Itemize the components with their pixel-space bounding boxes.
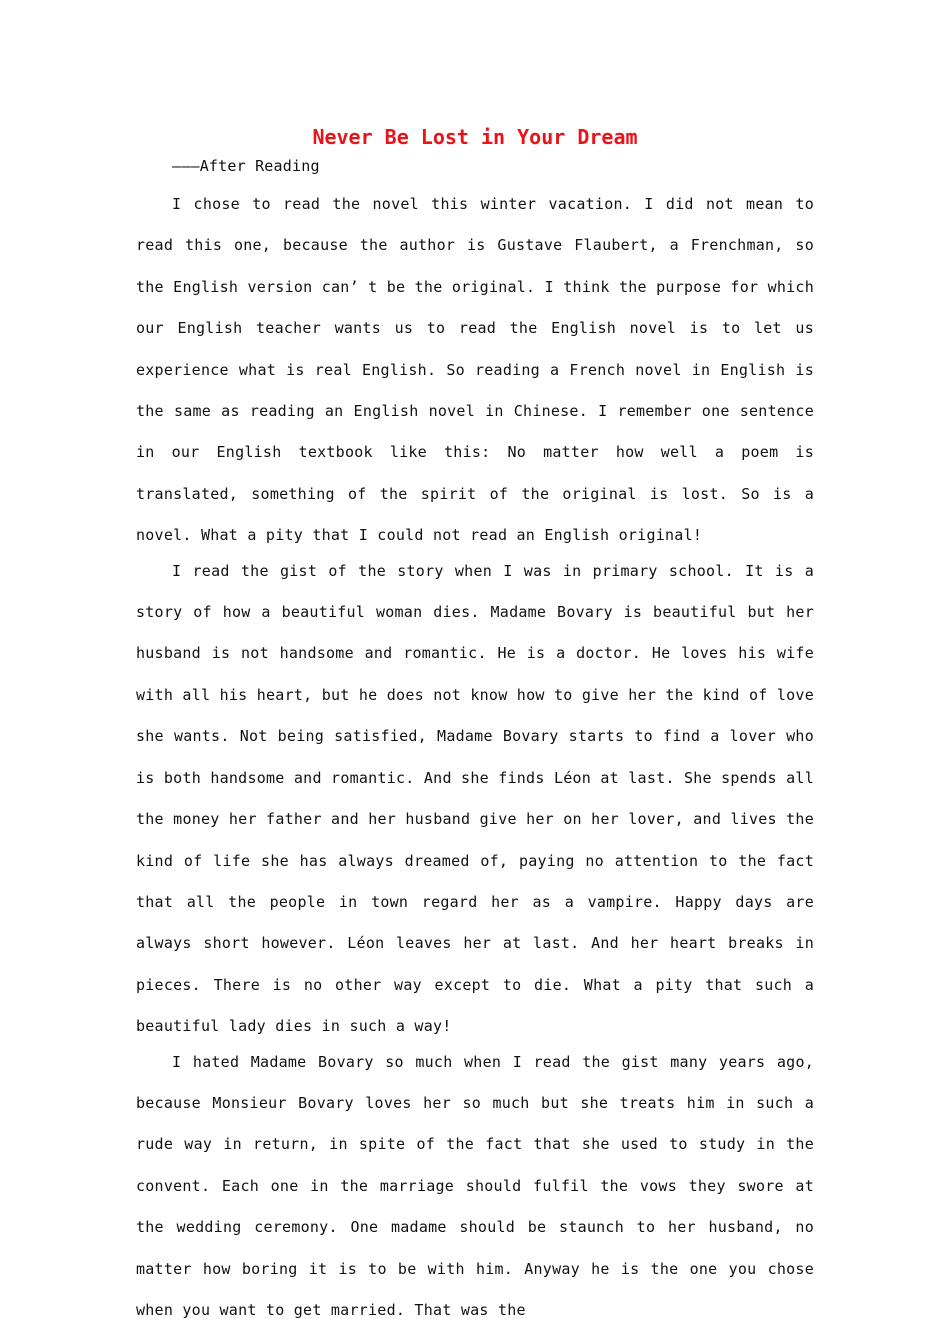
paragraph-3: I hated Madame Bovary so much when I read the gist many years ago, because Monsieur Bovary loves her so much but she treats him in such a rude way in return, in spite of the fact that she used to study in the convent. Each one in the marriage should fulfil the vows they swore at the wedding ceremony. One madame should be staunch to her husband, no matter how boring it is to be with him. Anyway he is the one you chose when you want to get married. That was the	[136, 1052, 814, 1319]
document-page	[136, 120, 814, 1331]
paragraph-1: I chose to read the novel this winter vacation. I did not mean to read this one, because the author is Gustave Flaubert, a Frenchman, so the English version can’ t be the original. I think the purpose for which our English teacher wants us to read the English novel is to let us experience what is real English. So reading a French novel in English is the same as reading an English novel in Chinese. I remember one sentence in our English textbook like this: No matter how well a poem is translated, something of the spirit of the original is lost. So is a novel. What a pity that I could not read an English original!	[136, 195, 814, 545]
paragraph-2: I read the gist of the story when I was in primary school. It is a story of how a beautiful woman dies. Madame Bovary is beautiful but her husband is not handsome and romantic. He is a doctor. He loves his wife with all his heart, but he does not know how to give her the kind of love she wants. Not being satisfied, Madame Bovary starts to find a lover who is both handsome and romantic. And she finds Léon at last. She spends all the money her father and her husband give her on her lover, and lives the kind of life she has always dreamed of, paying no attention to the fact that all the people in town regard her as a vampire. Happy days are always short however. Léon leaves her at last. And her heart breaks in pieces. There is no other way except to die. What a pity that such a beautiful lady dies in such a way!	[136, 561, 814, 1036]
document-title: Never Be Lost in Your Dream	[312, 125, 638, 149]
document-subtitle: ———After Reading	[172, 157, 320, 175]
